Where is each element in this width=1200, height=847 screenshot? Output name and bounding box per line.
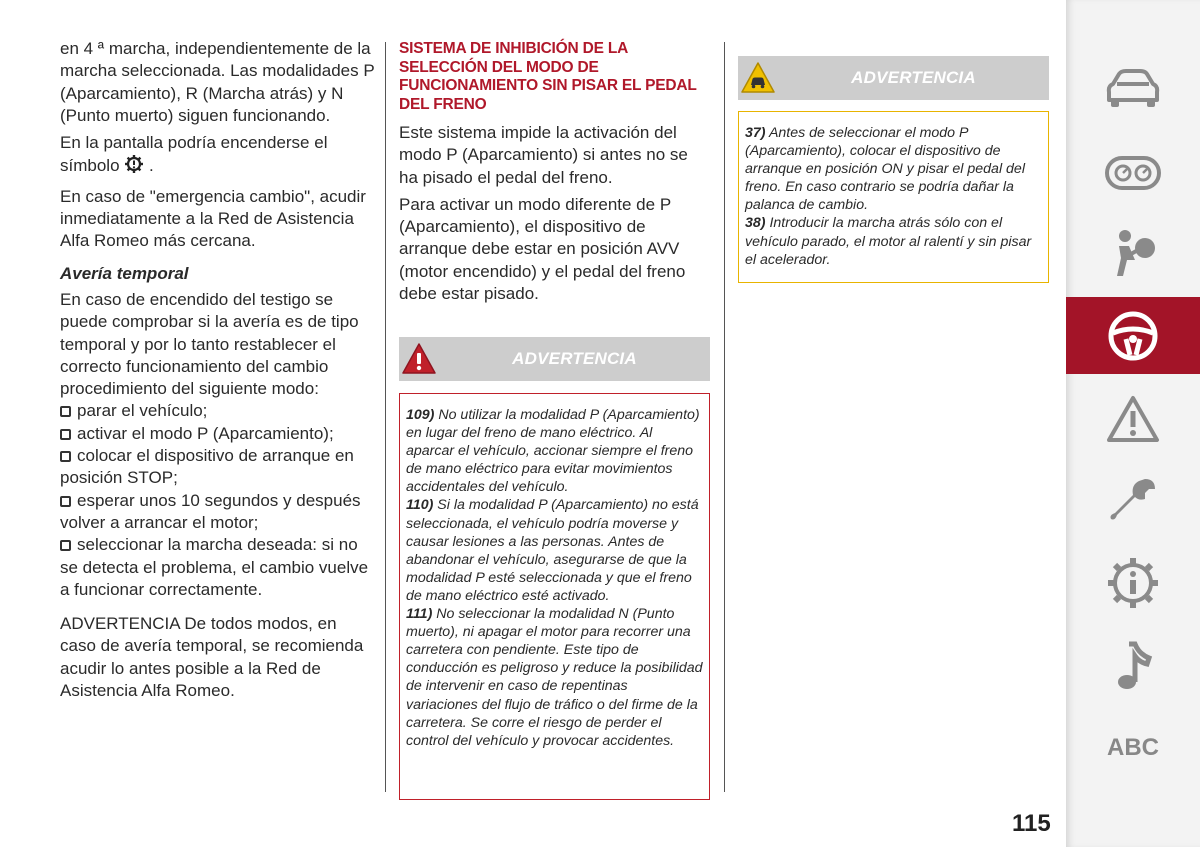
page-number: 115 [1012, 810, 1051, 837]
warning-title: ADVERTENCIA [851, 68, 976, 87]
list-item: seleccionar la marcha deseada: si no se detecta el problema, el cambio vuelve a funcionar correctamente. [60, 535, 369, 599]
column-divider [385, 42, 386, 792]
paragraph: En caso de "emergencia cambio", acudir inmediatamente a la Red de Asistencia Alfa Romeo más cercana. [60, 186, 366, 251]
danger-triangle-icon [399, 337, 439, 381]
gear-warning-icon [124, 154, 144, 180]
column-1 [60, 38, 375, 707]
list-item: activar el modo P (Aparcamiento); [60, 423, 375, 445]
caution-car-icon [738, 56, 778, 100]
column-2 [399, 40, 709, 310]
paragraph-symbol: En la pantalla podría encenderse el símbolo . [60, 132, 375, 181]
checkbox-bullet-icon [60, 496, 71, 507]
warning-item: 37) Antes de seleccionar el modo P (Aparcamiento), colocar el dispositivo de arranque en posición ON y pisar el pedal del freno. En caso contrario se podría dañar la palanca de cambio. [745, 125, 1025, 214]
chapter-sidebar [1066, 0, 1200, 847]
warning-header [738, 56, 1049, 100]
warning-item: 111) No seleccionar la modalidad N (Punto muerto), ni apagar el motor para recorrer una carretera con pendiente. Este tipo de conducción es peligroso y reduce la posibilidad de intervenir en caso de repentinas variaciones del flujo de tráfico o del firme de la carretera. Se corre el riesgo de perder el control del vehículo y provocar accidentes. [406, 606, 703, 749]
info-gear-icon[interactable] [1066, 552, 1200, 614]
section-title: SISTEMA DE INHIBICIÓN DE LA SELECCIÓN DEL MODO DE FUNCIONAMIENTO SIN PISAR EL PEDAL DEL FRENO [399, 40, 697, 113]
wrench-icon[interactable] [1066, 470, 1200, 532]
car-icon[interactable] [1066, 58, 1200, 118]
danger-warning-box [399, 393, 710, 800]
steps-list [60, 400, 375, 601]
paragraph: en 4 ª marcha, independientemente de la marcha seleccionada. Las modalidades P (Aparcamiento), R (Marcha atrás) y N (Punto muerto) siguen funcionando. [60, 39, 375, 125]
warning-title: ADVERTENCIA [512, 349, 637, 368]
checkbox-bullet-icon [60, 429, 71, 440]
checkbox-bullet-icon [60, 451, 71, 462]
list-item: esperar unos 10 segundos y después volver a arrancar el motor; [60, 490, 361, 532]
checkbox-bullet-icon [60, 540, 71, 551]
paragraph: ADVERTENCIA De todos modos, en caso de avería temporal, se recomienda acudir lo antes posible a la Red de Asistencia Alfa Romeo. [60, 614, 364, 701]
list-item: colocar el dispositivo de arranque en posición STOP; [60, 446, 354, 488]
list-item: parar el vehículo; [60, 400, 375, 422]
paragraph: Para activar un modo diferente de P (Aparcamiento), el dispositivo de arranque debe estar en posición AVV (motor encendido) y el pedal del freno debe estar pisado. [399, 194, 686, 304]
paragraph: Este sistema impide la activación del modo P (Aparcamiento) si antes no se ha pisado el pedal del freno. [399, 123, 688, 187]
dashboard-icon[interactable] [1066, 145, 1200, 200]
abc-index[interactable]: ABC [1107, 734, 1159, 761]
steering-wheel-icon[interactable] [1066, 297, 1200, 374]
airbag-icon[interactable] [1066, 222, 1200, 282]
checkbox-bullet-icon [60, 406, 71, 417]
music-note-icon[interactable] [1066, 636, 1200, 696]
warning-item: 110) Si la modalidad P (Aparcamiento) no está seleccionada, el vehículo podría moverse y causar lesiones a las personas. Antes de abandonar el vehículo, asegurarse de que la modalidad P esté seleccionada y que el freno de mano eléctrico esté activado. [406, 497, 699, 604]
warning-triangle-icon[interactable] [1066, 390, 1200, 448]
subheading: Avería temporal [60, 263, 189, 283]
warning-item: 109) No utilizar la modalidad P (Aparcamiento) en lugar del freno de mano eléctrico. Al aparcar el vehículo, accionar siempre el freno de mano eléctrico para evitar movimientos accidentales del vehículo. [406, 407, 700, 496]
warning-item: 38) Introducir la marcha atrás sólo con el vehículo parado, el motor al ralentí y sin pisar el acelerador. [745, 215, 1032, 268]
caution-warning-box [738, 111, 1049, 283]
warning-header [399, 337, 710, 381]
paragraph: En caso de encendido del testigo se puede comprobar si la avería es de tipo temporal y por lo tanto restablecer el correcto funcionamiento del cambio procedimiento del siguiente modo: [60, 289, 359, 399]
column-divider [724, 42, 725, 792]
